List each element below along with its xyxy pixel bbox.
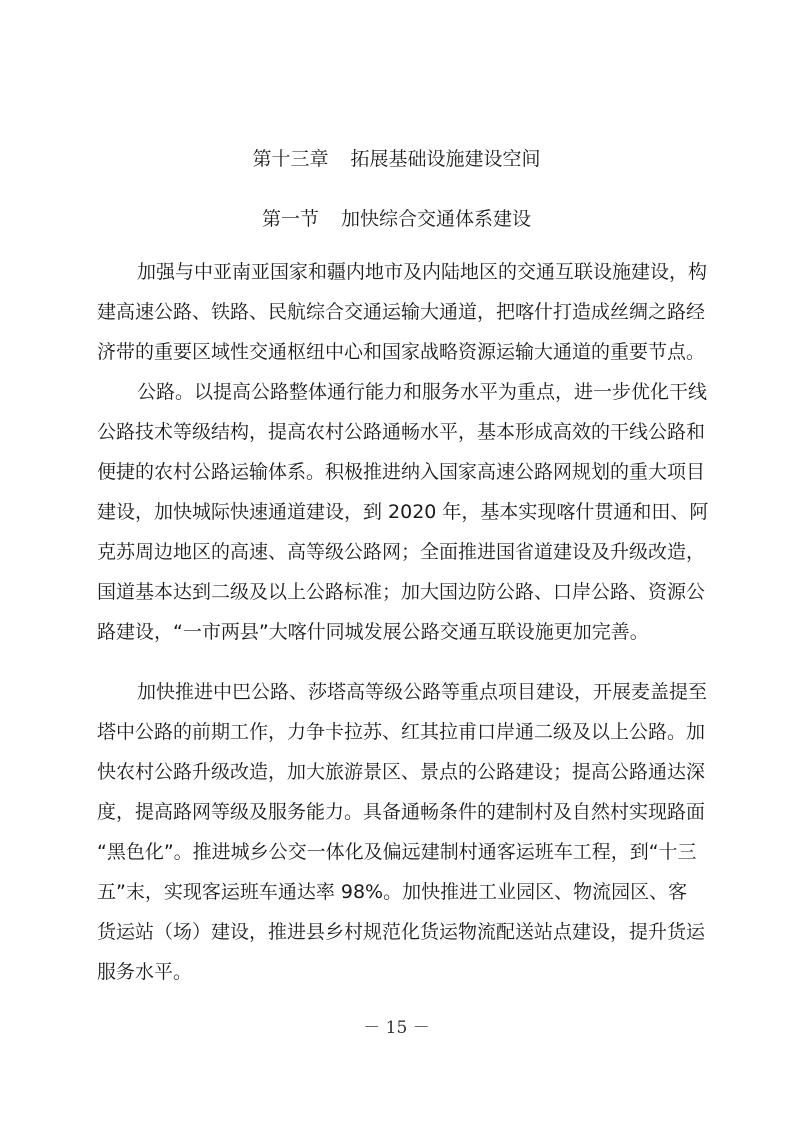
section-title: 加快综合交通体系建设 — [341, 208, 532, 230]
paragraph-line: 快农村公路升级改造，加大旅游景区、景点的公路建设；提高公路通达深 — [97, 761, 706, 783]
paragraph-line: 建高速公路、铁路、民航综合交通运输大通道，把喀什打造成丝绸之路经 — [97, 301, 706, 323]
paragraph-line: 公路。以提高公路整体通行能力和服务水平为重点，进一步优化干线 — [137, 381, 708, 403]
chapter-number: 第十三章 — [252, 148, 329, 170]
paragraph-line: 公路技术等级结构，提高农村公路通畅水平，基本形成高效的干线公路和 — [97, 421, 706, 443]
chapter-heading — [0, 147, 793, 171]
paragraph-line: 货运站（场）建设，推进县乡村规范化货运物流配送站点建设，提升货运 — [97, 921, 706, 943]
paragraph-line: 建设，加快城际快速通道建设，到 2020 年，基本实现喀什贯通和田、阿 — [97, 501, 709, 523]
paragraph-line: 路建设，“一市两县”大喀什同城发展公路交通互联设施更加完善。 — [97, 621, 649, 643]
page-number: － 15 － — [363, 1018, 430, 1038]
paragraph-line: 五”末，实现客运班车通达率 98%。加快推进工业园区、物流园区、客 — [97, 881, 688, 903]
paragraph-line: 加快推进中巴公路、莎塔高等级公路等重点项目建设，开展麦盖提至 — [137, 681, 708, 703]
paragraph-line: 加强与中亚南亚国家和疆内地市及内陆地区的交通互联设施建设，构 — [137, 261, 708, 283]
paragraph-line: 度，提高路网等级及服务能力。具备通畅条件的建制村及自然村实现路面 — [97, 801, 706, 823]
paragraph-line: 服务水平。 — [97, 961, 193, 983]
section-heading — [0, 207, 793, 231]
section-number: 第一节 — [261, 208, 319, 230]
paragraph-line: 济带的重要区域性交通枢纽中心和国家战略资源运输大通道的重要节点。 — [97, 341, 706, 363]
paragraph-line: “黑色化”。推进城乡公交一体化及偏远建制村通客运班车工程，到“十三 — [97, 841, 697, 863]
paragraph-line: 便捷的农村公路运输体系。积极推进纳入国家高速公路网规划的重大项目 — [97, 461, 706, 483]
paragraph-line: 克苏周边地区的高速、高等级公路网；全面推进国省道建设及升级改造， — [97, 541, 706, 563]
paragraph-line: 国道基本达到二级及以上公路标准；加大国边防公路、口岸公路、资源公 — [97, 581, 706, 603]
paragraph-line: 塔中公路的前期工作，力争卡拉苏、红其拉甫口岸通二级及以上公路。加 — [97, 721, 706, 743]
chapter-title: 拓展基础设施建设空间 — [350, 148, 541, 170]
